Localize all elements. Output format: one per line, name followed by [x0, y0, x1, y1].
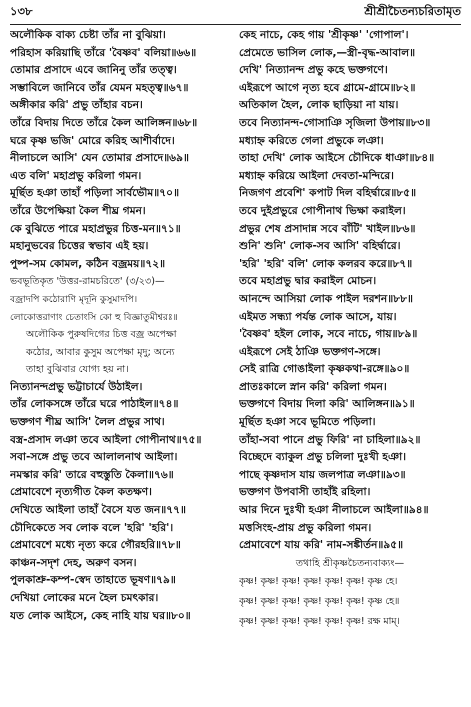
verse-line: অলৌকিক বাক্য চেষ্টা তাঁর না বুঝিয়া। [10, 29, 166, 41]
verse-line: মধ্যাহ্ন করিয়ে আইলা দেবতা-মন্দিরে। [239, 169, 394, 182]
verse-line: পরিহাস করিয়াছি তাঁরে 'বৈষ্ণব' বলিয়া॥৬৬॥ [10, 46, 197, 59]
verse-line: এইমত সন্ধ্যা পর্যন্ত লোক আসে, যায়। [239, 310, 397, 323]
verse-line: চৌদিকেতে সব লোক বলে 'হরি' 'হরি'। [10, 521, 174, 534]
verse-line: মত্তসিংহ-প্রায় প্রভু করিলা গমন। [239, 521, 372, 534]
verse-line: বস্ত্র-প্রসাদ লঞা তবে আইলা গোপীনাথ॥৭৫॥ [10, 433, 202, 446]
verse-line: পুষ্প-সম কোমল, কঠিন বজ্রময়॥৭২॥ [10, 257, 166, 270]
verse-line: নীলাচলে আসি' যেন তোমার প্রসাদে॥৬৯॥ [10, 152, 189, 165]
verse-line: ভক্তগণে বিদায় দিলা করি' আলিঙ্গন॥৯১॥ [239, 398, 415, 411]
verse-line: ভক্তগণ উপবাসী তাহাঁই রহিলা। [239, 486, 371, 499]
verse-line: দেখিতে আইলা তাহাঁ বৈসে যত জন॥৭৭॥ [10, 504, 187, 517]
verse-line: প্রেমেতে ভাসিল লোক,—স্ত্রী-বৃদ্ধ-আবাল॥ [239, 46, 416, 59]
verse-line: এইরূপে সেই ঠাঞি ভক্তগণ-সঙ্গে। [239, 345, 381, 358]
verse-line: ঘরে কৃষ্ণ ভজি' মোরে করিহ আশীর্বাদে। [10, 134, 175, 147]
verse-line: মূর্ছিত হঞা তাহাঁ পড়িলা সার্বভৌম॥৭০॥ [10, 187, 180, 200]
verse-line: মূর্ছিত হঞা সবে ভূমিতে পড়িলা। [239, 416, 376, 429]
chant-line: কৃষ্ণ! কৃষ্ণ! কৃষ্ণ! কৃষ্ণ! কৃষ্ণ! কৃষ্ণ! রক্ষ মাম্। [239, 616, 400, 628]
right-column [239, 27, 461, 632]
verse-line: দেখিয়া লোকের মনে হৈল চমৎকার। [10, 592, 159, 604]
verse-line: তাঁর লোকসঙ্গে তাঁরে ঘরে পাঠাইল॥৭৪॥ [10, 398, 179, 411]
verse-line: অতিকাল হৈল, লোক ছাড়িয়া না যায়। [239, 99, 399, 112]
verse-line: প্রেমাবেশে যায় করি' নাম-সঙ্কীর্তন॥৯৫॥ [239, 539, 404, 552]
verse-line: 'বৈষ্ণব' হইল লোক, সবে নাচে, গায়॥৮৯॥ [239, 328, 418, 341]
verse-line: তাঁহা-সবা পানে প্রভু ফিরি' না চাহিলা॥৯২॥ [239, 433, 421, 446]
verse-line: তবে নিত্যানন্দ-গোসাঞি সৃজিলা উপায়॥৮৩॥ [239, 116, 431, 129]
verse-line: এইরূপে আগে নৃত্য হবে গ্রামে-গ্রামে॥৮২॥ [239, 81, 416, 94]
verse-line: প্রেমাবেশে মধ্যে নৃত্য করে গৌরহরি॥৭৮॥ [10, 539, 181, 552]
sanskrit-line: বজ্রাদপি কঠোরাণি মৃদূনি কুসুমাদপি। [10, 293, 138, 305]
quote-source-line: তথাহি শ্রীকৃষ্ণচৈতন্যবাক্যং— [295, 557, 405, 569]
verse-line: মধ্যাহ্ন করিতে গেলা প্রভুকে লঞা। [239, 134, 384, 147]
verse-line: পুলকাশ্রু-কম্প-স্বেদ তাহাতে ভূষণ॥৭৯॥ [10, 574, 176, 587]
text-columns [10, 27, 461, 632]
chant-line: কৃষ্ণ! কৃষ্ণ! কৃষ্ণ! কৃষ্ণ! কৃষ্ণ! কৃষ্ণ! কৃষ্ণ হে। [239, 576, 398, 588]
verse-line: তবে দুইপ্রভুরে গোপীনাথ ভিক্ষা করাইল। [239, 204, 406, 217]
left-column [10, 27, 232, 632]
book-title: শ্রীশ্রীচৈতন্যচরিতামৃত [364, 4, 461, 18]
verse-line: যত লোক আইসে, কেহ নাহি যায় ঘর॥৮০॥ [10, 609, 191, 622]
verse-line: দেখি' নিত্যানন্দ প্রভু কহে ভক্তগণে। [239, 64, 388, 77]
verse-line: মহানুভবের চিত্তের স্বভাব এই হয়। [10, 240, 149, 253]
verse-line: কেহ নাচে, কেহ গায় 'শ্রীকৃষ্ণ' 'গোপাল'। [239, 29, 409, 41]
translation-line: অলৌকিক পুরুষদিগের চিত্ত বজ্র অপেক্ষা [26, 329, 177, 341]
verse-line: তোমার প্রসাদে এবে জানিনু তাঁর তত্ত্ব। [10, 64, 177, 77]
verse-line: বিচ্ছেদে ব্যাকুল প্রভু চলিলা দুঃখী হঞা। [239, 451, 407, 464]
verse-line: প্রাতঃকালে স্নান করি' করিলা গমন। [239, 380, 387, 393]
sanskrit-line: লোকোত্তরাণাং চেতাংসি কো হু বিজ্ঞাতুমীশ্বরঃ॥ [10, 311, 178, 323]
verse-line: প্রেমাবেশে নৃত্যগীত কৈল কতক্ষণ। [10, 486, 152, 499]
verse-line: তাহা দেখি' লোক আইসে চৌদিকে ধাঞা॥৮৪॥ [239, 152, 435, 165]
verse-line: শুনি' শুনি' লোক-সব আসি' বহির্দ্বারে। [239, 240, 401, 253]
verse-line: নমস্কার করি' তারে বহুস্তুতি কৈলা॥৭৬॥ [10, 468, 174, 481]
header-rule [10, 24, 461, 25]
verse-line: সেই রাত্রি গোঙাইলা কৃষ্ণকথা-রঙ্গে॥৯০॥ [239, 363, 410, 376]
verse-line: পাছে কৃষ্ণদাস যায় জলপাত্র লঞা॥৯৩॥ [239, 468, 406, 481]
verse-line: আর দিনে দুঃখী হঞা নীলাচলে আইলা॥৯৪॥ [239, 504, 429, 517]
verse-line: সবা-সঙ্গে প্রভু তবে আলালনাথ আইলা। [10, 451, 178, 464]
translation-line: তাহা বুঝিবার যোগ্য হয় না। [26, 364, 129, 376]
verse-line: কাঞ্চন-সদৃশ দেহ, অরুণ বসন। [10, 556, 137, 569]
verse-line: প্রভুর শেষ প্রসাদান্ন সবে বাঁটি' খাইল॥৮৬॥ [239, 222, 416, 235]
verse-line: নিজগণ প্রবেশি' কপাট দিল বহির্দ্বারে॥৮৫॥ [239, 187, 417, 200]
verse-line: নিত্যানন্দপ্রভু ভট্টাচার্যে উঠাইল। [10, 380, 143, 393]
verse-line: অঙ্গীকার করি' প্রভু তাঁহার বচন। [10, 99, 143, 112]
verse-line: কে বুঝিতে পারে মহাপ্রভুর চিত্ত-মন॥৭১॥ [10, 222, 181, 235]
page-header [10, 6, 461, 22]
page-number: ১৩৮ [10, 4, 33, 18]
translation-line: কঠোর, আবার কুসুম অপেক্ষা মৃদু; অন্যে [26, 346, 175, 358]
quote-source-line: ভবভূতিকৃত 'উত্তর-রামচরিতে' (৩/২৩)— [10, 276, 165, 288]
verse-line: তাঁরে উপেক্ষিয়া কৈল শীঘ্র গমন। [10, 204, 146, 217]
verse-line: এত বলি' মহাপ্রভু করিলা গমন। [10, 169, 142, 182]
verse-line: আনন্দে আসিয়া লোক পাইল দরশন॥৮৮॥ [239, 292, 413, 305]
chant-line: কৃষ্ণ! কৃষ্ণ! কৃষ্ণ! কৃষ্ণ! কৃষ্ণ! কৃষ্ণ! কৃষ্ণ হে॥ [239, 596, 400, 608]
verse-line: ভক্তগণ শীঘ্র আসি' লৈল প্রভুর সাথ। [10, 416, 165, 429]
verse-line: তবে মহাপ্রভু দ্বার করাইল মোচন। [239, 275, 377, 288]
verse-line: 'হরি' 'হরি' বলি' লোক কলরব করে॥৮৭॥ [239, 257, 413, 270]
verse-line: তাঁরে বিদায় দিতে তাঁরে কৈল আলিঙ্গন॥৬৮॥ [10, 116, 198, 129]
verse-line: সম্ভাবিলে জানিবে তাঁর যেমন মহত্ত্ব॥৬৭॥ [10, 81, 189, 94]
